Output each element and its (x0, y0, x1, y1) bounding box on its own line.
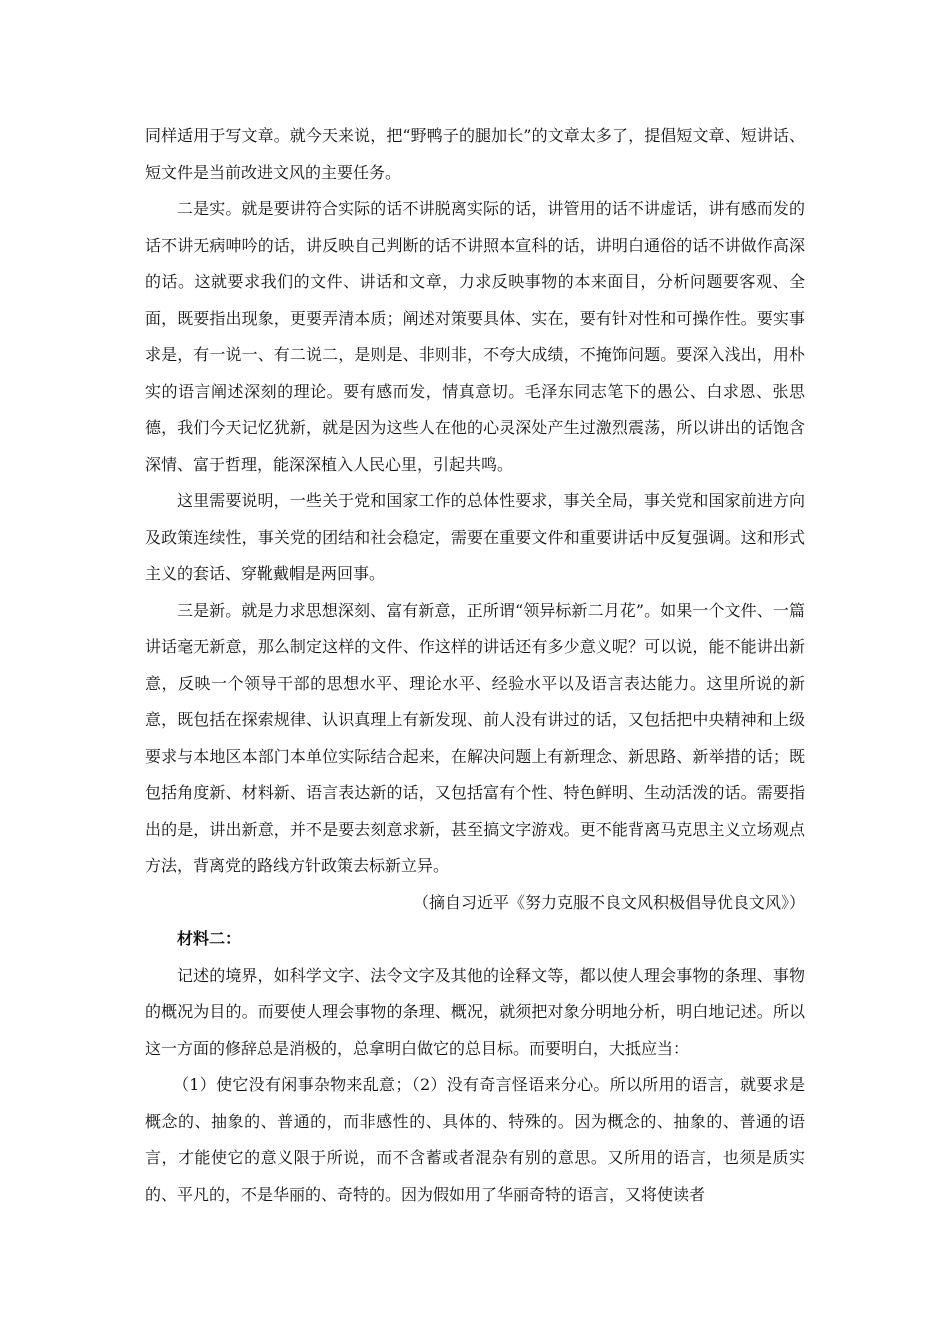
paragraph-continuation: 同样适用于写文章。就今天来说，把“野鸭子的腿加长”的文章太多了，提倡短文章、短讲话、短文件是当前改进文风的主要任务。 (145, 126, 805, 182)
document-body (145, 118, 805, 1213)
paragraph-two-shi: 二是实。就是要讲符合实际的话不讲脱离实际的话，讲管用的话不讲虚话，讲有感而发的话不讲无病呻吟的话，讲反映自己判断的话不讲照本宣科的话，讲明白通俗的话不讲做作高深的话。这就要求我们的文件、讲话和文章，力求反映事物的本来面目，分析问题要客观、全面，既要指出现象，更要弄清本质；阐述对策要具体、实在，要有针对性和可操作性。要实事求是，有一说一、有二说二，是则是、非则非，不夸大成绩，不掩饰问题。要深入浅出，用朴实的语言阐述深刻的理论。要有感而发，情真意切。毛泽东同志笔下的愚公、白求恩、张思德，我们今天记忆犹新，就是因为这些人在他的心灵深处产生过激烈震荡，所以讲出的话饱含深情、富于哲理，能深深植入人民心里，引起共鸣。 (145, 199, 805, 474)
material-two-heading: 材料二： (177, 929, 242, 948)
paragraph-explanation: 这里需要说明，一些关于党和国家工作的总体性要求，事关全局，事关党和国家前进方向及政策连续性，事关党的团结和社会稳定，需要在重要文件和重要讲话中反复强调。这和形式主义的套话、穿靴戴帽是两回事。 (145, 491, 805, 583)
material-two-paragraph-1: 记述的境界，如科学文字、法令文字及其他的诠释文等，都以使人理会事物的条理、事物的概况为目的。而要使人理会事物的条理、概况，就须把对象分明地分析，明白地记述。所以这一方面的修辞总是消极的，总拿明白做它的总目标。而要明白，大抵应当： (145, 965, 805, 1058)
material-two-paragraph-2: （1）使它没有闲事杂物来乱意；（2）没有奇言怪语来分心。所以所用的语言，就要求是概念的、抽象的、普通的，而非感性的、具体的、特殊的。因为概念的、抽象的、普通的语言，才能使它的意义限于所说，而不含蓄或者混杂有别的意思。又所用的语言，也须是质实的、平凡的，不是华丽的、奇特的。因为假如用了华丽奇特的语言，又将使读者 (145, 1075, 805, 1204)
paragraph-three-xin: 三是新。就是力求思想深刻、富有新意，正所谓“领异标新二月花”。如果一个文件、一篇讲话毫无新意，那么制定这样的文件、作这样的讲话还有多少意义呢？可以说，能不能讲出新意，反映一个领导干部的思想水平、理论水平、经验水平以及语言表达能力。这里所说的新意，既包括在探索规律、认识真理上有新发现、前人没有讲过的话，又包括把中央精神和上级要求与本地区本部门本单位实际结合起来，在解决问题上有新理念、新思路、新举措的话；既包括角度新、材料新、语言表达新的话，又包括富有个性、特色鲜明、生动活泼的话。需要指出的是，讲出新意，并不是要去刻意求新，甚至搞文字游戏。更不能背离马克思主义立场观点方法，背离党的路线方针政策去标新立异。 (145, 600, 805, 875)
source-citation: （摘自习近平《努力克服不良文风积极倡导优良文风》） (412, 892, 805, 912)
